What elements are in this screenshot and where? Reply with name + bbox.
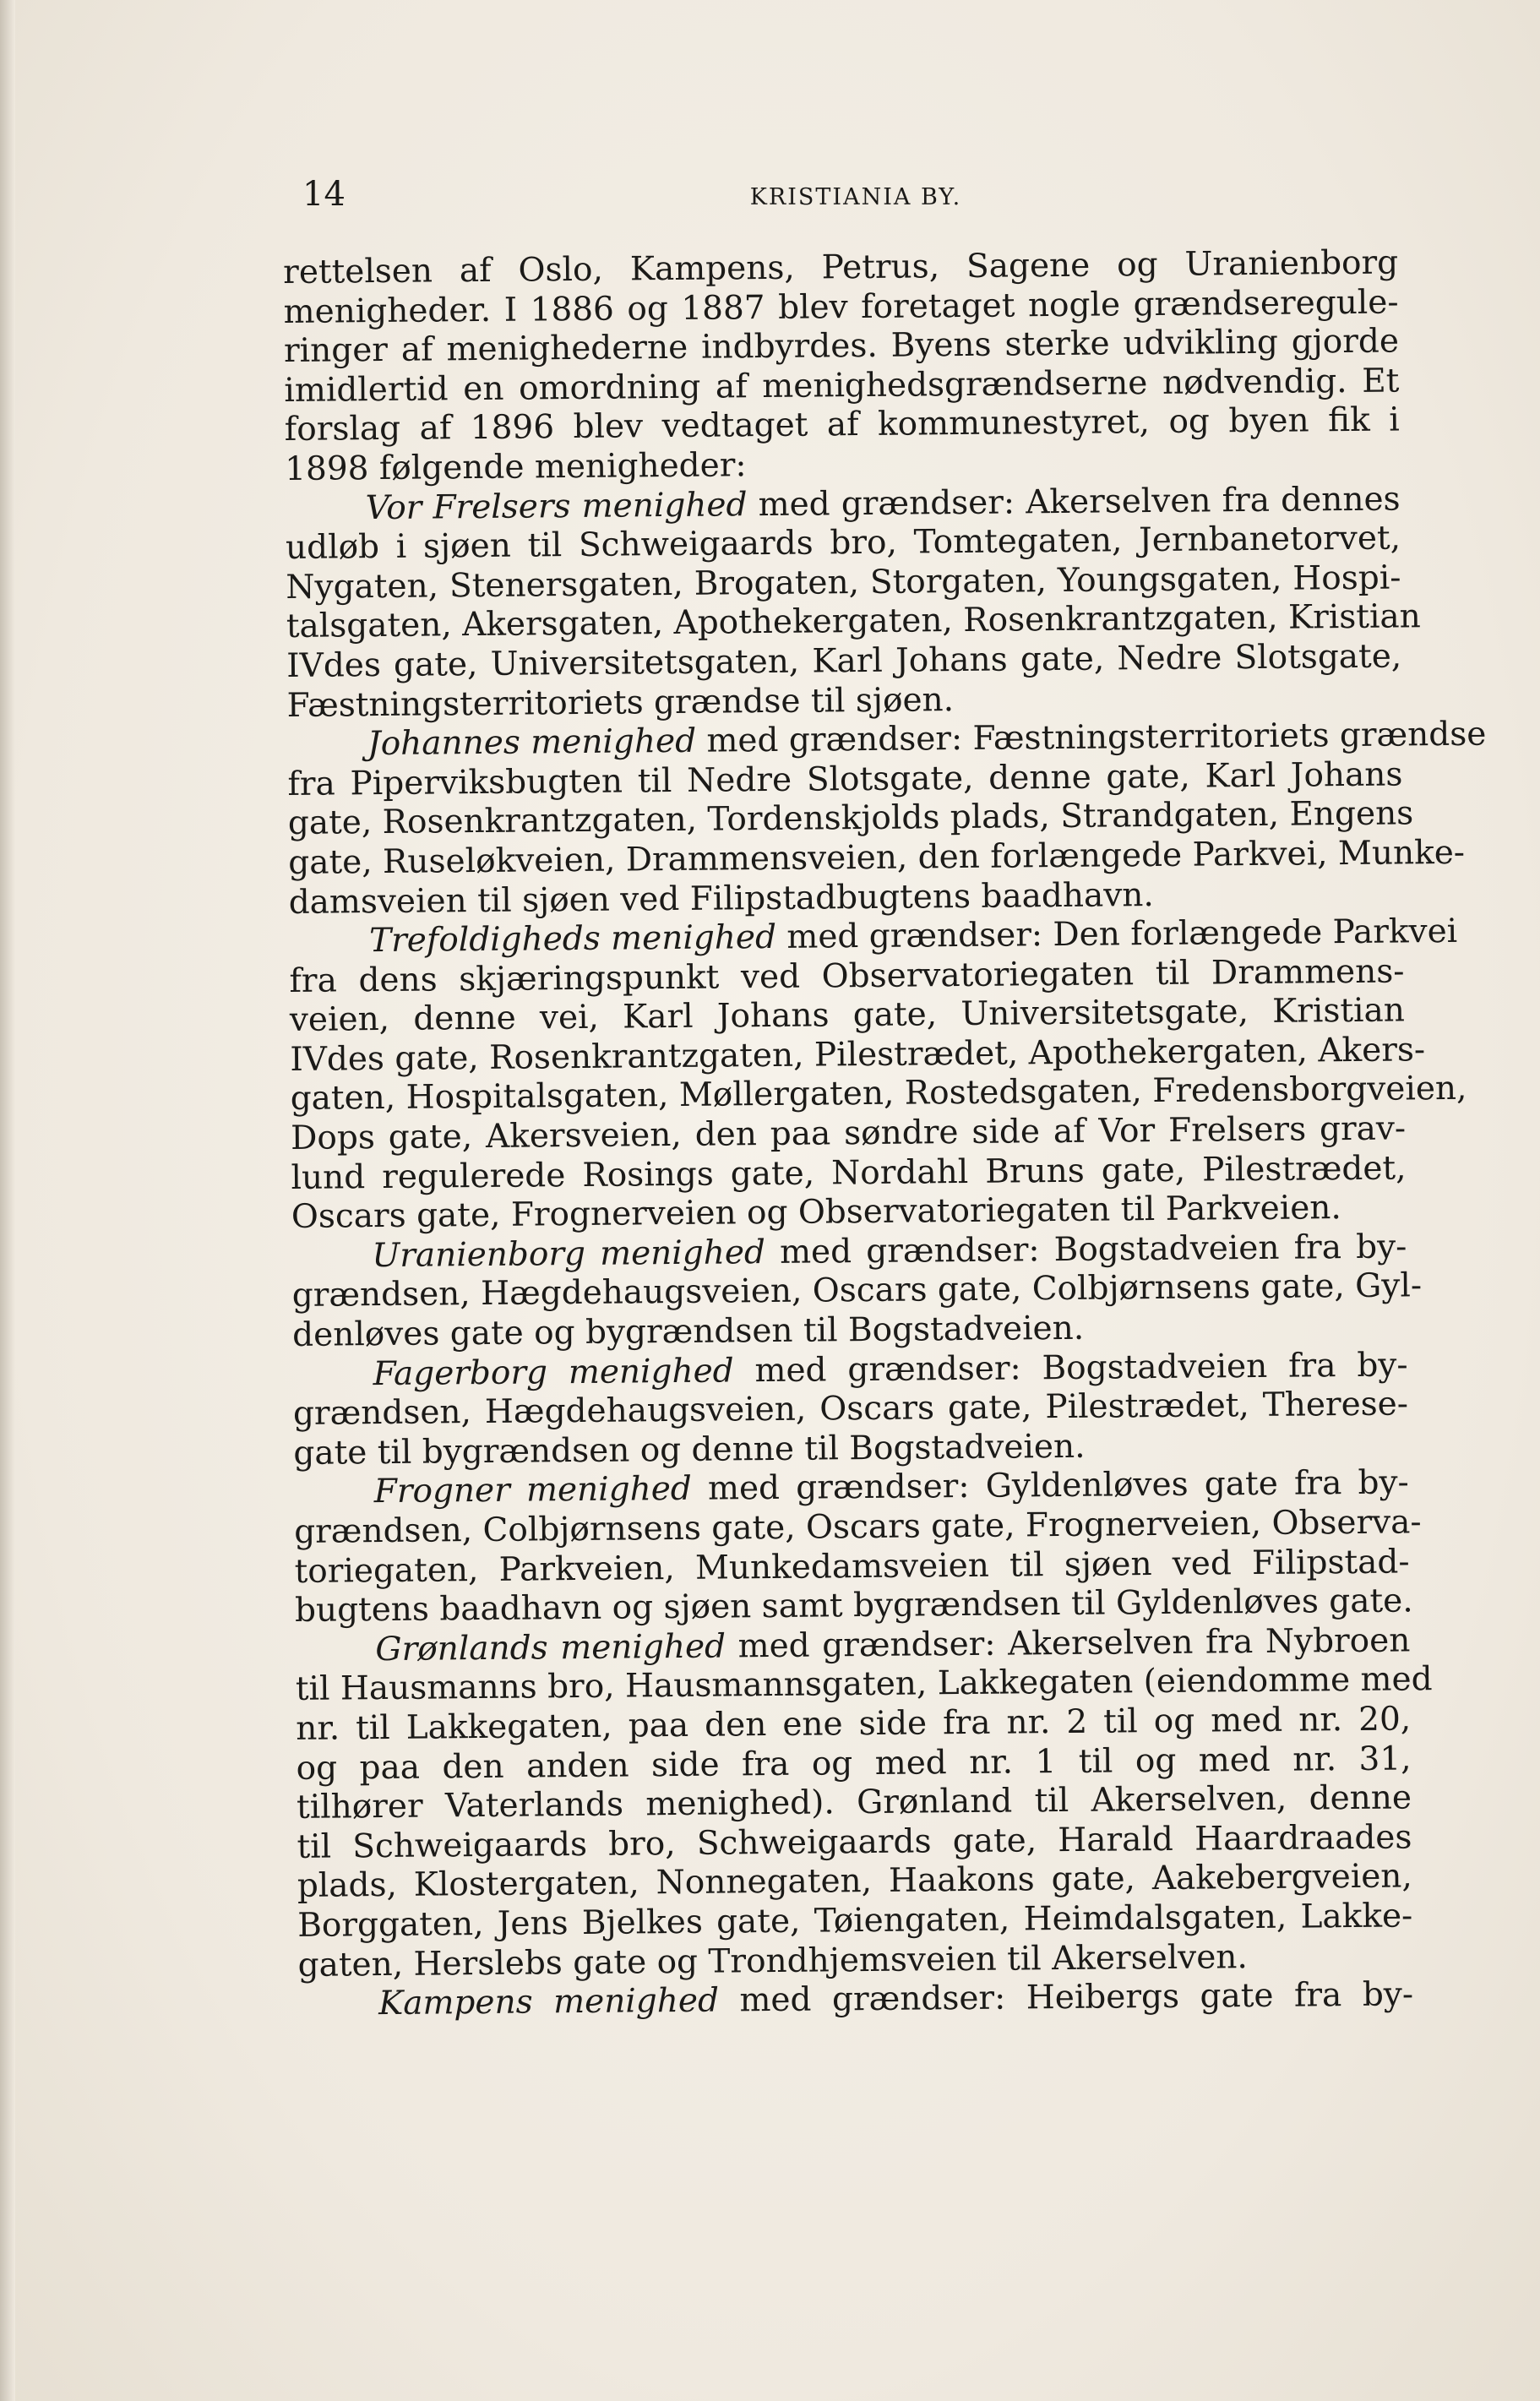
line-text: damsveien til sjøen ved Filipstadbugtens baadhavn.	[288, 875, 1154, 922]
line-text: Fæstningsterritoriets grændse til sjøen.	[286, 680, 955, 725]
parish-name: Grønlands menighed	[375, 1627, 726, 1669]
line-text: lund regulerede Rosings gate, Nordahl Bruns gate, Pilestrædet,	[291, 1149, 1407, 1197]
line-text: med grændser: Akerselven fra dennes	[758, 480, 1401, 524]
line-text: gaten, Hospitalsgaten, Møllergaten, Rostedsgaten, Fredensborgveien,	[290, 1070, 1467, 1119]
line-text: til Schweigaards bro, Schweigaards gate, Harald Haardraades	[297, 1818, 1412, 1866]
line-text: plads, Klostergaten, Nonnegaten, Haakons gate, Aakebergveien,	[297, 1857, 1413, 1906]
parish-name: Vor Frelsers menighed	[365, 485, 748, 527]
line-text: ringer af menighederne indbyrdes. Byens sterke udvikling gjorde	[283, 322, 1400, 371]
parish-name: Johannes menighed	[367, 721, 697, 764]
page-header	[302, 169, 1409, 220]
line-text: med grændser: Akerselven fra Nybroen	[737, 1621, 1411, 1666]
line-text: grændsen, Hægdehaugsveien, Oscars gate, Colbjørnsens gate, Gyl-	[291, 1266, 1423, 1315]
line-text: veien, denne vei, Karl Johans gate, Universitetsgate, Kristian	[289, 991, 1406, 1040]
line-text: imidlertid en omordning af menighedsgrændserne nødvendig. Et	[284, 362, 1400, 410]
line-text: gate, Ruseløkveien, Drammensveien, den forlængede Parkvei, Munke-	[288, 833, 1466, 882]
line-text: Oscars gate, Frognerveien og Observatoriegaten til Parkveien.	[291, 1189, 1342, 1237]
body-text	[283, 243, 1487, 2024]
line-text: forslag af 1896 blev vedtaget af kommunestyret, og byen fik i	[284, 400, 1400, 449]
line-text: og paa den anden side fra og med nr. 1 til og med nr. 31,	[296, 1739, 1412, 1788]
parish-name: Fagerborg menighed	[373, 1352, 734, 1393]
line-text: rettelsen af Oslo, Kampens, Petrus, Sagene og Uranienborg	[283, 243, 1399, 291]
line-text: med grændser: Bogstadveien fra by-	[779, 1228, 1407, 1271]
line-text: talsgaten, Akersgaten, Apothekergaten, Rosenkrantzgaten, Kristian	[286, 597, 1422, 646]
parish-name: Frogner menighed	[373, 1470, 692, 1511]
line-text: IVdes gate, Universitetsgaten, Karl Johans gate, Nedre Slotsgate,	[286, 637, 1402, 685]
line-text: menigheder. I 1886 og 1887 blev foretaget nogle grændseregule-	[283, 283, 1399, 331]
line-text: Borggaten, Jens Bjelkes gate, Tøiengaten, Heimdalsgaten, Lakke-	[297, 1897, 1413, 1945]
line-text: tilhører Vaterlands menighed). Grønland til Akerselven, denne	[296, 1778, 1412, 1827]
line-text: gate til bygrændsen og denne til Bogstadveien.	[293, 1427, 1086, 1473]
line-text: udløb i sjøen til Schweigaards bro, Tomtegaten, Jernbanetorvet,	[285, 519, 1401, 568]
line-text: bugtens baadhavn og sjøen samt bygrændsen til Gyldenløves gate.	[294, 1582, 1413, 1631]
line-text: til Hausmanns bro, Hausmannsgaten, Lakkegaten (eiendomme med	[295, 1660, 1433, 1709]
line-text: fra dens skjæringspunkt ved Observatoriegaten til Drammens-	[289, 952, 1405, 1000]
line-text: Dops gate, Akersveien, den paa søndre side af Vor Frelsers grav-	[290, 1109, 1407, 1158]
page-number: 14	[302, 175, 346, 214]
line-text: gate, Rosenkrantzgaten, Tordenskjolds plads, Strandgaten, Engens	[287, 794, 1414, 843]
line-text: med grændser: Fæstningsterritoriets grændse	[706, 715, 1487, 760]
line-text: nr. til Lakkegaten, paa den ene side fra nr. 2 til og med nr. 20,	[296, 1700, 1412, 1748]
running-head: KRISTIANIA BY.	[749, 184, 962, 210]
line-text: med grændser: Heibergs gate fra by-	[739, 1975, 1414, 2020]
line-text: 1898 følgende menigheder:	[285, 446, 747, 488]
line-text: fra Piperviksbugten til Nedre Slotsgate, denne gate, Karl Johans	[287, 755, 1403, 803]
page-edge-shadow	[0, 0, 15, 2401]
line-text: gaten, Herslebs gate og Trondhjemsveien til Akerselven.	[297, 1937, 1249, 1984]
parish-name: Kampens menighed	[378, 1981, 720, 2023]
line-text: toriegaten, Parkveien, Munkedamsveien til sjøen ved Filipstad-	[294, 1543, 1410, 1591]
line-text: IVdes gate, Rosenkrantzgaten, Pilestrædet, Apothekergaten, Akers-	[290, 1031, 1426, 1079]
line-text: grændsen, Hægdehaugsveien, Oscars gate, Pilestrædet, Therese-	[292, 1385, 1409, 1434]
line-text: med grændser: Gyldenløves gate fra by-	[707, 1463, 1409, 1509]
parish-name: Uranienborg menighed	[372, 1233, 766, 1275]
line-text: denløves gate og bygrændsen til Bogstadveien.	[291, 1309, 1085, 1354]
line-text: Nygaten, Stenersgaten, Brogaten, Storgaten, Youngsgaten, Hospi-	[286, 558, 1401, 607]
line-text: med grændser: Den forlængede Parkvei	[786, 912, 1458, 956]
line-text: med grændser: Bogstadveien fra by-	[754, 1346, 1408, 1390]
line-text: grændsen, Colbjørnsens gate, Oscars gate, Frognerveien, Observa-	[294, 1503, 1422, 1551]
parish-name: Trefoldigheds menighed	[368, 918, 777, 961]
